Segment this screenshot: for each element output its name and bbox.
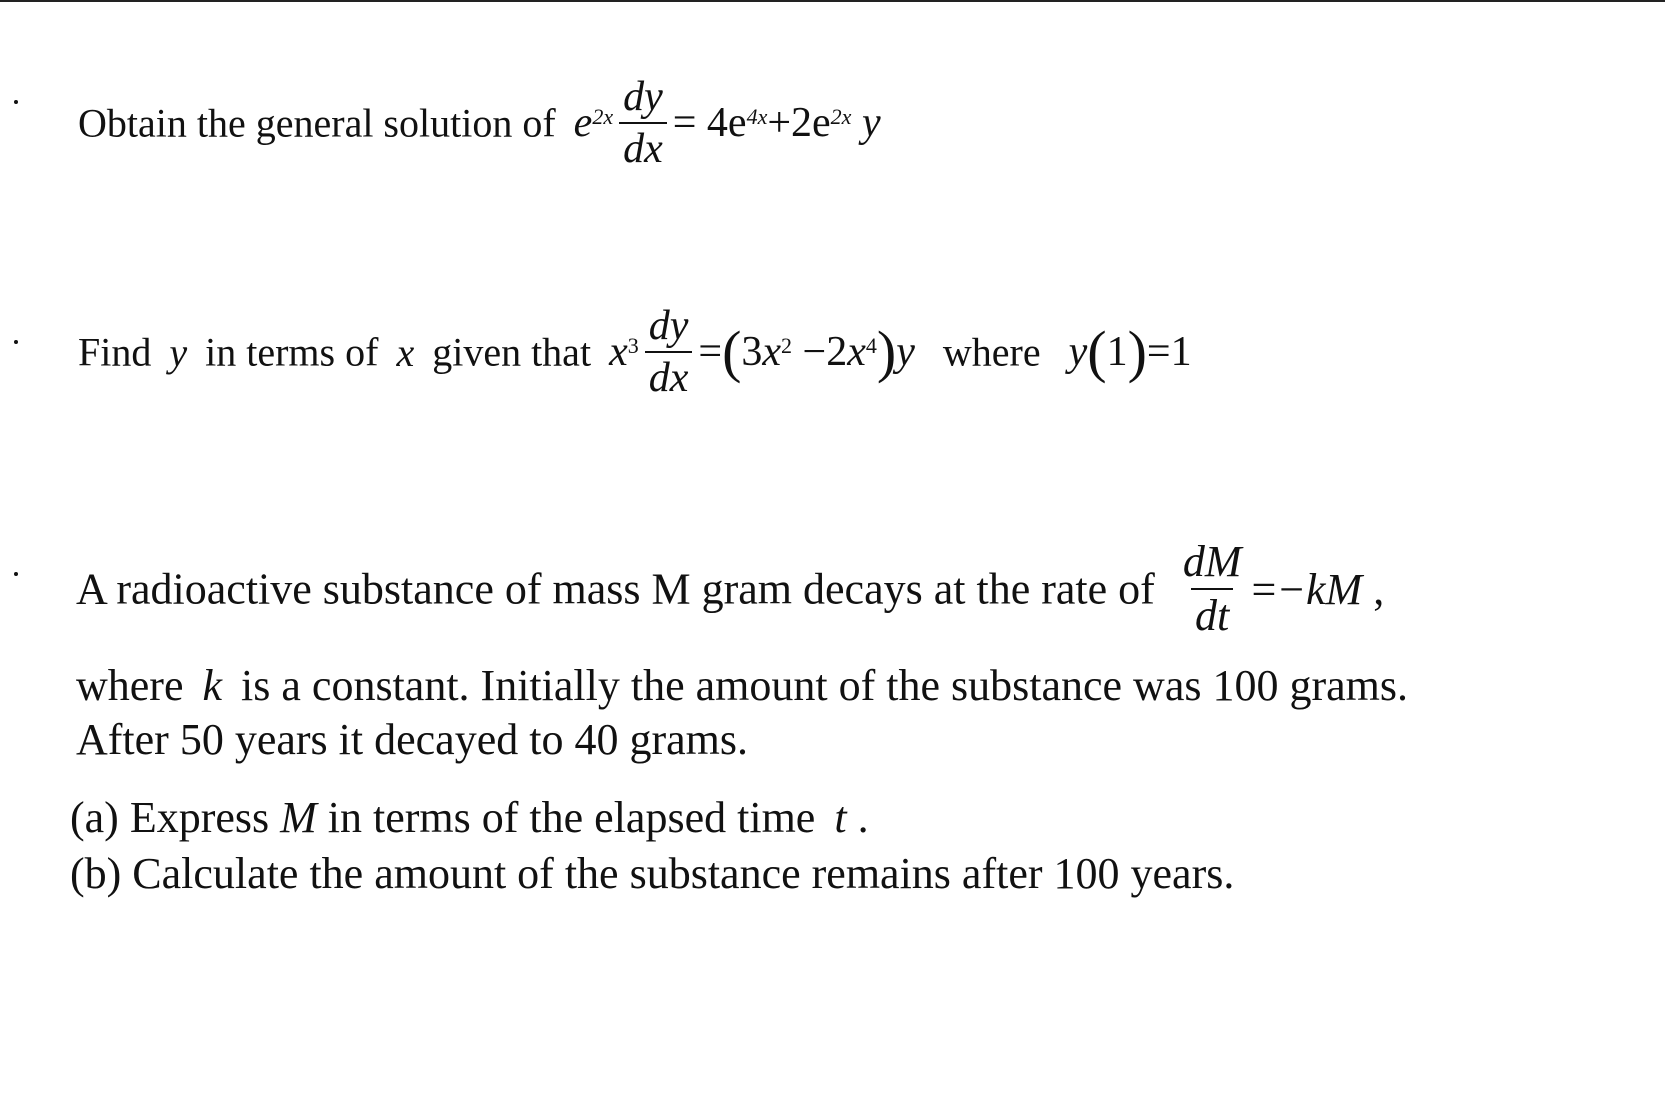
q2-derivative: $\frac{dy}{dx}$ (645, 305, 693, 399)
question-3-line-3: After 50 years it decayed to 40 grams. (76, 715, 748, 764)
question-3-line-1 (76, 537, 1385, 640)
q2-find: Find (78, 329, 152, 375)
q2-var-y: y (169, 329, 188, 375)
question-3-part-b: (b) Calculate the amount of the substance remains after 100 years. (70, 849, 1235, 898)
q3-derivative: $\frac{dM}{dt}$ (1182, 537, 1242, 640)
q3-rate-equation: $\frac{dM}{dt}$ = −kM , (1173, 540, 1384, 638)
q1-derivative: $\frac{dy}{dx}$ (619, 76, 667, 170)
q2-where: where (942, 329, 1041, 375)
q2-equation: x $^3$ $\frac{dy}{dx}$ = ( 3 x $^2$ −2 x $^4$ ) y (609, 303, 915, 401)
q2-var-x: x (396, 329, 415, 375)
question-3-line-2: where k is a constant. Initially the amount of the substance was 100 grams. (76, 661, 1408, 710)
q2-given: given that (432, 329, 592, 375)
q1-prefix: Obtain the general solution of (78, 100, 556, 146)
bullet-q3 (14, 572, 18, 576)
q2-mid: in terms of (205, 329, 379, 375)
bullet-q2 (14, 340, 18, 344)
top-border (0, 0, 1665, 2)
q1-equation: e $^{2x}$ $\frac{dy}{dx}$ = 4e $^{4x}$ +2e $^{2x}$ y (573, 74, 881, 172)
question-1 (78, 76, 881, 170)
q3-intro: A radioactive substance of mass M gram decays at the rate of (76, 564, 1155, 614)
q2-condition: y ( 1 ) =1 (1068, 319, 1192, 384)
question-3-part-a: (a) Express M in terms of the elapsed time t . (70, 793, 869, 842)
bullet-q1 (14, 100, 18, 104)
question-2 (78, 305, 1192, 399)
